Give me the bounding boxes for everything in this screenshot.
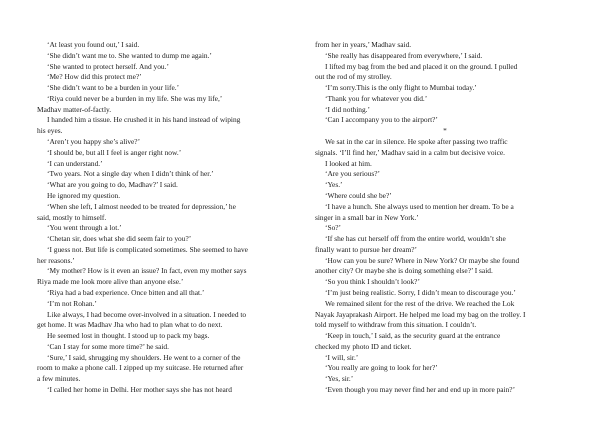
left-page [37, 40, 297, 396]
text-line: ‘So you think I shouldn’t look?’ [325, 277, 420, 287]
text-line: ‘She really has disappeared from everywhere,’ I said. [325, 50, 483, 60]
text-line: ‘She didn’t want to be a burden in your life.’ [47, 83, 180, 93]
text-line: ‘You went through a lot.’ [47, 223, 122, 233]
text-line: ‘When she left, I almost needed to be treated for depression,’ he [47, 201, 236, 211]
text-line: ‘At least you found out,’ I said. [47, 40, 140, 49]
right-page [315, 40, 575, 396]
text-line: ‘Where could she be?’ [325, 190, 392, 200]
text-line: ‘Yes, sir.’ [325, 374, 354, 384]
text-line: room to make a phone call. I zipped up my suitcase. He returned after [37, 363, 244, 373]
text-line: Madhav matter-of-factly. [37, 104, 112, 114]
text-line: ‘Me? How did this protect me?’ [47, 72, 142, 82]
text-line: ‘I can understand.’ [47, 158, 103, 168]
text-line: said, mostly to himself. [37, 212, 107, 222]
text-line: ‘Are you serious?’ [325, 169, 381, 179]
text-line: ‘What are you going to do, Madhav?’ I said. [47, 180, 178, 190]
text-line: ‘Sure,’ I said, shrugging my shoulders. He went to a corner of the [47, 352, 241, 362]
text-line: ‘Can I stay for some more time?’ he said. [47, 341, 169, 351]
text-line: ‘Chetan sir, does what she did seem fair to you?’ [47, 234, 192, 244]
text-line: a few minutes. [37, 374, 81, 384]
text-line: out the rod of my strolley. [315, 72, 392, 82]
text-line: Nayak Jayaprakash Airport. He helped me load my bag on the trolley. I [315, 309, 526, 319]
text-line: signals. ‘I’ll find her,’ Madhav said in a calm but decisive voice. [315, 147, 506, 157]
text-line: ‘How can you be sure? Where in New York? Or maybe she found [325, 255, 520, 265]
text-line: We sat in the car in silence. He spoke after passing two traffic [325, 137, 508, 147]
text-line: ‘Riya could never be a burden in my life. She was my life,’ [47, 93, 223, 103]
text-line: ‘I’m not Rohan.’ [47, 298, 97, 308]
text-line: ‘She didn’t want me to. She wanted to dump me again.’ [47, 50, 212, 60]
text-line: ‘I will, sir.’ [325, 352, 359, 362]
text-line: ‘I’m sorry.This is the only flight to Mumbai today.’ [325, 83, 477, 93]
text-line: I handed him a tissue. He crushed it in his hand instead of wiping [47, 115, 241, 125]
text-line: get home. It was Madhav Jha who had to plan what to do next. [37, 320, 223, 330]
text-line: ‘So?’ [325, 223, 342, 233]
text-line: ‘Yes.’ [325, 180, 343, 190]
text-line: checked my photo ID and ticket. [315, 341, 412, 351]
text-line: ‘She wanted to protect herself. And you.’ [47, 61, 169, 71]
text-line: ‘Thank you for whatever you did.’ [325, 93, 428, 103]
text-line: ‘Keep in touch,’ I said, as the security guard at the entrance [325, 331, 501, 341]
text-line: ‘I should be, but all I feel is anger right now.’ [47, 147, 182, 157]
text-line: ‘Aren’t you happy she’s alive?’ [47, 137, 141, 147]
text-line: We remained silent for the rest of the drive. We reached the Lok [325, 298, 515, 308]
text-line: told myself to withdraw from this situation. I couldn’t. [315, 320, 477, 330]
text-line: singer in a small bar in New York.’ [315, 212, 419, 222]
text-line: ‘Two years. Not a single day when I didn’t think of her.’ [47, 169, 214, 179]
text-line: his eyes. [37, 126, 63, 136]
text-line: ‘Even though you may never find her and end up in more pain?’ [325, 385, 516, 394]
text-line: I looked at him. [325, 158, 372, 168]
text-line: ‘If she has cut herself off from the entire world, wouldn’t she [325, 234, 506, 244]
text-line: Riya made me look more alive than anyone else.’ [37, 277, 184, 287]
text-line: from her in years,’ Madhav said. [315, 40, 412, 49]
text-line: He seemed lost in thought. I stood up to pack my bags. [47, 331, 210, 341]
text-line: He ignored my question. [47, 190, 121, 200]
text-line: ‘Riya had a bad experience. Once bitten and all that.’ [47, 287, 205, 297]
section-break: * [443, 126, 447, 136]
text-line: ‘Can I accompany you to the airport?’ [325, 115, 438, 125]
text-line: ‘You really are going to look for her?’ [325, 363, 438, 373]
text-line: ‘I did nothing.’ [325, 104, 370, 114]
text-line: I lifted my bag from the bed and placed it on the ground. I pulled [325, 61, 518, 71]
text-line: finally want to pursue her dream?’ [315, 244, 417, 254]
text-line: ‘I called her home in Delhi. Her mother says she has not heard [47, 385, 232, 394]
text-line: another city? Or maybe she is doing something else?’ I said. [315, 266, 493, 276]
text-line: ‘I’m just being realistic. Sorry, I didn’t mean to discourage you.’ [325, 287, 516, 297]
text-line: ‘I guess not. But life is complicated sometimes. She seemed to have [47, 244, 248, 254]
text-line: ‘My mother? How is it even an issue? In fact, even my mother says [47, 266, 247, 276]
text-line: her reasons.’ [37, 255, 75, 265]
text-line: Like always, I had become over-involved in a situation. I needed to [47, 309, 247, 319]
text-line: ‘I have a hunch. She always used to mention her dream. To be a [325, 201, 514, 211]
